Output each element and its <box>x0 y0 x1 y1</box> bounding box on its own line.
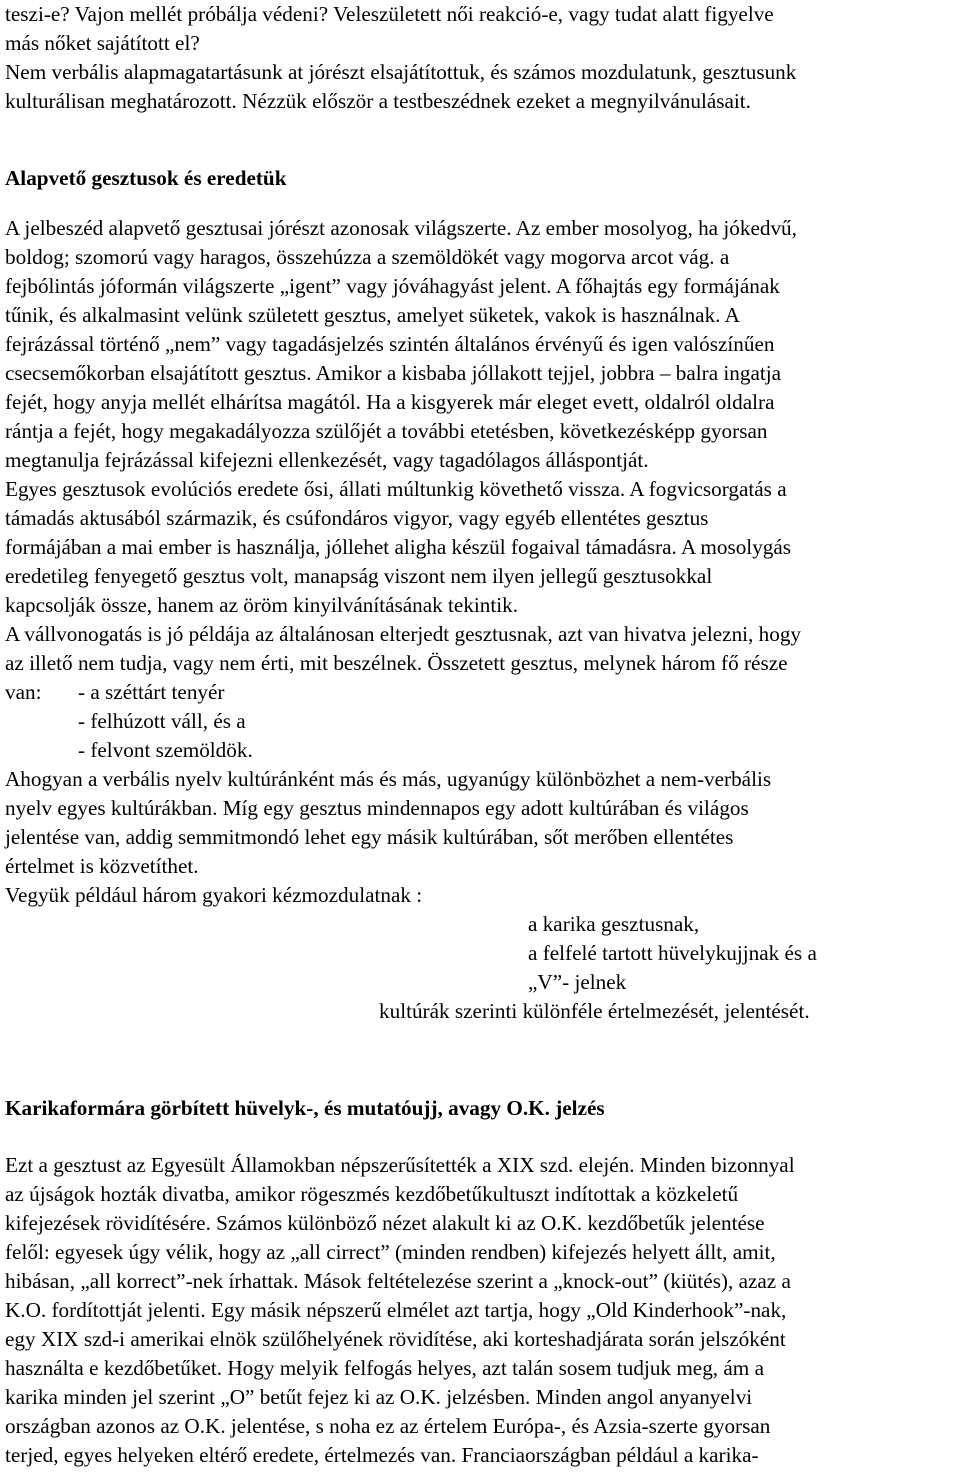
body-line: hibásan, „all korrect”-nek írhattak. Mások feltételezése szerint a „knock-out” (kiütés), azaz a <box>5 1269 791 1293</box>
body-line: egy XIX szd-i amerikai elnök szülőhelyének rövidítése, aki korteshadjárata során jelszóként <box>5 1327 786 1351</box>
body-line: nyelv egyes kultúrákban. Míg egy gesztus mindennapos egy adott kultúrában és világos <box>5 796 749 820</box>
body-line: tűnik, és alkalmasint velünk született gesztus, amelyet süketek, vakok is használnak. A <box>5 303 740 327</box>
body-line: eredetileg fenyegető gesztus volt, manapság viszont nem ilyen jellegű gesztusokkal <box>5 564 713 588</box>
body-line: kifejezések rövidítésére. Számos különböző nézet alakult ki az O.K. kezdőbetűk jelentése <box>5 1211 765 1235</box>
body-line: boldog; szomorú vagy haragos, összehúzza a szemöldökét vagy mogorva arcot vág. a <box>5 245 730 269</box>
body-line: felől: egyesek úgy vélik, hogy az „all cirrect” (minden rendben) kifejezés helyett állt, amit, <box>5 1240 776 1264</box>
body-line: fejbólintás jóformán világszerte „igent” vagy jóváhagyást jelent. A főhajtás egy formájának <box>5 274 780 298</box>
body-line: Ezt a gesztust az Egyesült Államokban népszerűsítették a XIX szd. elején. Minden bizonnyal <box>5 1153 795 1177</box>
intro-line: teszi-e? Vajon mellét próbálja védeni? Veleszületett női reakció-e, vagy tudat alatt figyelve <box>5 2 774 26</box>
body-line: értelmet is közvetíthet. <box>5 854 199 878</box>
list-prefix: van: <box>5 680 42 704</box>
intro-line: kulturálisan meghatározott. Nézzük először a testbeszédnek ezeket a megnyilvánulásait. <box>5 89 751 113</box>
body-line: A vállvonogatás is jó példája az általánosan elterjedt gesztusnak, azt van hivatva jelezni, hogy <box>5 622 802 646</box>
gesture-closing: kultúrák szerinti különféle értelmezését, jelentését. <box>379 999 810 1023</box>
body-line: kapcsolják össze, hanem az öröm kinyilvánításának tekintik. <box>5 593 519 617</box>
list-item: - felhúzott váll, és a <box>78 709 246 733</box>
body-line: használta e kezdőbetűket. Hogy melyik felfogás helyes, azt talán sosem tudjuk meg, ám a <box>5 1356 764 1380</box>
body-line: karika minden jel szerint „O” betűt fejez ki az O.K. jelzésben. Minden angol anyanyelvi <box>5 1385 753 1409</box>
body-line: rántja a fejét, hogy megakadályozza szülőjét a további etetésben, következésképp gyorsan <box>5 419 768 443</box>
list-item: - felvont szemöldök. <box>78 738 253 762</box>
body-line: támadás aktusából származik, és csúfondáros vigyor, vagy egyéb ellentétes gesztus <box>5 506 709 530</box>
body-line: országban azonos az O.K. jelentése, s noha ez az értelem Európa-, és Azsia-szerte gyorsan <box>5 1414 771 1438</box>
gesture-item: „V”- jelnek <box>528 970 627 994</box>
body-line: fejrázással történő „nem” vagy tagadásjelzés szintén általános érvényű és igen valószínűen <box>5 332 775 356</box>
gesture-item: a karika gesztusnak, <box>528 912 700 936</box>
body-line: terjed, egyes helyeken eltérő eredete, értelmezés van. Franciaországban például a karika- <box>5 1443 759 1467</box>
intro-line: más nőket sajátított el? <box>5 31 200 55</box>
list-item: - a széttárt tenyér <box>78 680 225 704</box>
body-line: formájában a mai ember is használja, jóllehet aligha készül fogaival támadásra. A mosolygás <box>5 535 792 559</box>
body-line: megtanulja fejrázással kifejezni ellenkezését, vagy tagadólagos álláspontját. <box>5 448 649 472</box>
section-heading: Alapvető gesztusok és eredetük <box>5 166 287 190</box>
intro-line: Nem verbális alapmagatartásunk at jórészt elsajátítottuk, és számos mozdulatunk, gesztusunk <box>5 60 797 84</box>
body-line: csecsemőkorban elsajátított gesztus. Amikor a kisbaba jóllakott tejjel, jobbra – balra ingatja <box>5 361 782 385</box>
body-line: fejét, hogy anyja mellét elhárítsa magától. Ha a kisgyerek már eleget evett, oldalról oldalra <box>5 390 775 414</box>
body-line: az illető nem tudja, vagy nem érti, mit beszélnek. Összetett gesztus, melynek három fő része <box>5 651 788 675</box>
body-line: jelentése van, addig semmitmondó lehet egy másik kultúrában, sőt merőben ellentétes <box>5 825 734 849</box>
body-line: K.O. fordítottját jelenti. Egy másik népszerű elmélet azt tartja, hogy „Old Kinderhook”-nak, <box>5 1298 787 1322</box>
body-line: A jelbeszéd alapvető gesztusai jórészt azonosak világszerte. Az ember mosolyog, ha jókedvű, <box>5 216 797 240</box>
body-line: Vegyük például három gyakori kézmozdulatnak : <box>5 883 423 907</box>
body-line: Egyes gesztusok evolúciós eredete ősi, állati múltunkig követhető vissza. A fogvicsorgatás a <box>5 477 787 501</box>
gesture-item: a felfelé tartott hüvelykujjnak és a <box>528 941 817 965</box>
body-line: az újságok hozták divatba, amikor rögeszmés kezdőbetűkultuszt indítottak a közkeletű <box>5 1182 739 1206</box>
section-heading: Karikaformára görbített hüvelyk-, és mutatóujj, avagy O.K. jelzés <box>5 1096 605 1120</box>
body-line: Ahogyan a verbális nyelv kultúránként más és más, ugyanúgy különbözhet a nem-verbális <box>5 767 772 791</box>
